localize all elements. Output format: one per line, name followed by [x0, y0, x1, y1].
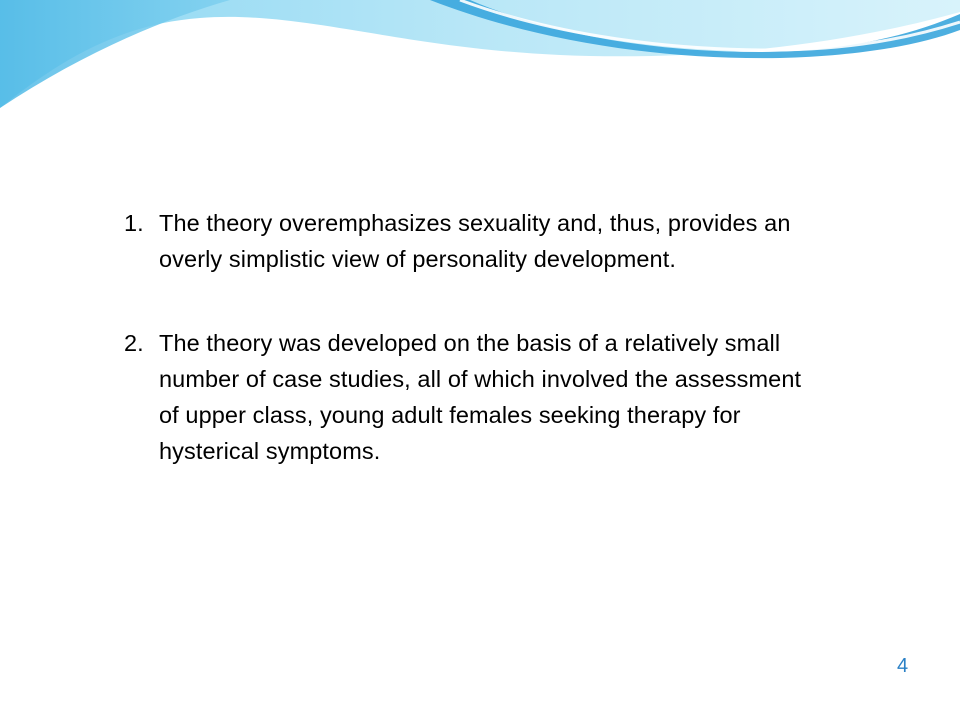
slide-content — [124, 205, 824, 469]
list-item — [124, 205, 824, 277]
page-number: 4 — [897, 655, 909, 677]
header-wave-decoration — [0, 0, 960, 130]
list-item-number: 2. — [124, 330, 144, 356]
list-item — [124, 325, 824, 469]
list-item-number: 1. — [124, 210, 144, 236]
list-item-text: The theory was developed on the basis of a relatively small number of case studies, all of which involved the assessment of upper class, young adult females seeking therapy for hysterical symptoms. — [159, 330, 802, 464]
list-item-text: The theory overemphasizes sexuality and, thus, provides an overly simplistic view of personality development. — [159, 210, 791, 272]
